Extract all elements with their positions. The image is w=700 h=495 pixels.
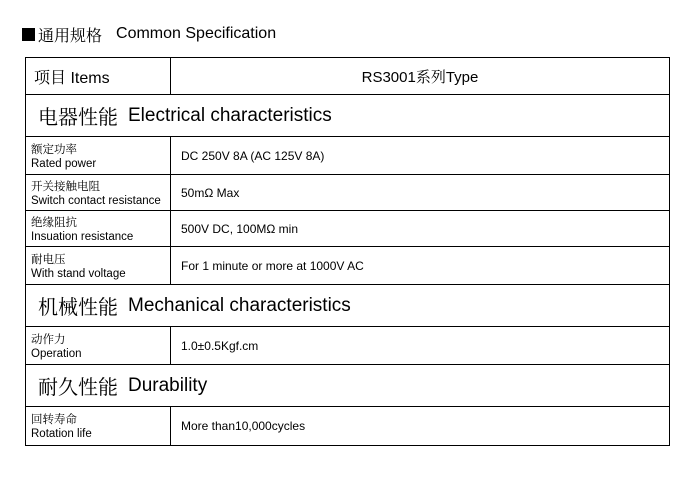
row-value: More than10,000cycles (181, 419, 306, 433)
row-label-zh: 绝缘阻抗 (31, 214, 77, 229)
table-row-insulation-resistance (26, 211, 669, 247)
table-row-withstand-voltage (26, 247, 669, 285)
table-row-rotation-life (26, 407, 669, 445)
table-row-rated-power (26, 137, 669, 175)
type-header: RS3001系列Type (361, 68, 479, 86)
spec-table (25, 57, 670, 446)
row-label-zh: 动作力 (31, 331, 66, 346)
row-value: 1.0±0.5Kgf.cm (181, 338, 259, 353)
section-title-en: Durability (128, 374, 208, 396)
page-heading (22, 22, 276, 46)
row-value: 500V DC, 100MΩ min (181, 221, 299, 236)
row-label-en: Operation (31, 347, 82, 360)
table-row-contact-resistance (26, 175, 669, 211)
section-title-en: Mechanical characteristics (128, 294, 351, 316)
table-row-operation (26, 327, 669, 365)
section-title-zh: 机械性能 (38, 295, 118, 319)
section-electrical (26, 95, 669, 137)
black-square-bullet-icon (22, 28, 35, 41)
row-label-zh: 耐电压 (31, 251, 66, 266)
row-label-en: Insuation resistance (31, 230, 134, 243)
row-label-zh: 开关接触电阻 (31, 178, 100, 193)
section-mechanical (26, 285, 669, 327)
row-value: For 1 minute or more at 1000V AC (181, 258, 364, 273)
row-label-en: Rotation life (31, 428, 92, 440)
row-value: DC 250V 8A (AC 125V 8A) (181, 148, 325, 163)
items-header: 项目 Items (26, 58, 171, 94)
section-title-en: Electrical characteristics (128, 104, 332, 126)
heading-zh: 通用规格 (38, 25, 103, 45)
heading-en: Common Specification (116, 25, 277, 42)
row-label (26, 327, 171, 364)
row-label-en: With stand voltage (31, 267, 126, 280)
row-label-zh: 额定功率 (31, 141, 77, 156)
row-label (26, 407, 171, 445)
row-label-zh: 回转寿命 (31, 412, 77, 426)
row-label (26, 211, 171, 246)
table-header-row (26, 58, 669, 95)
row-label (26, 137, 171, 174)
section-durability (26, 365, 669, 407)
section-title-zh: 耐久性能 (38, 375, 118, 399)
row-label (26, 175, 171, 210)
row-label-en: Switch contact resistance (31, 194, 161, 207)
row-label-en: Rated power (31, 157, 97, 170)
row-label (26, 247, 171, 284)
section-title-zh: 电器性能 (38, 105, 118, 129)
row-value: 50mΩ Max (181, 185, 240, 200)
